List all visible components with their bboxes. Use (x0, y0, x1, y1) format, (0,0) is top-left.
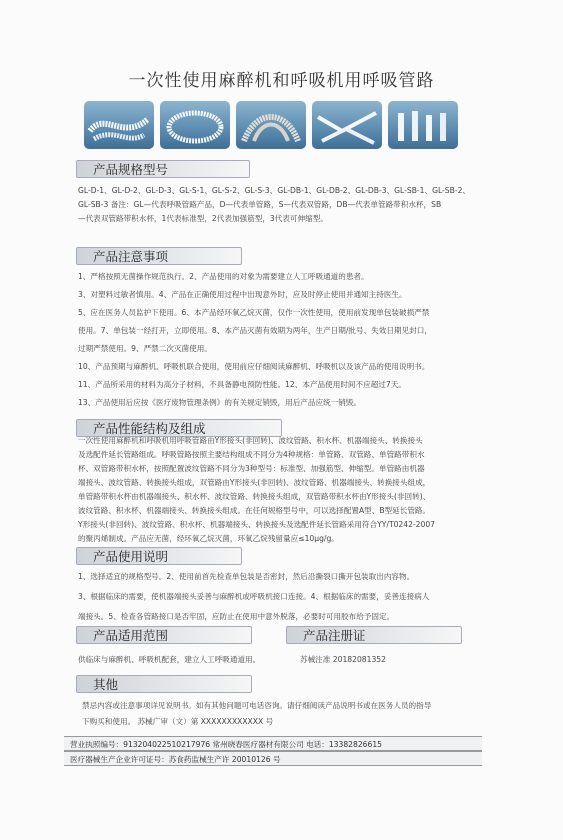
structure-line: Y形接头(非回转)、波纹管路、积水杯、机器端接头、转换接头及选配件延长管路采用符合YY/T0242-2007 (78, 520, 435, 529)
section-heading-register: 产品注册证 (286, 626, 462, 644)
usage-line: 1、选择适宜的规格型号。2、使用前首先检查单包装是否密封，然后沿撕裂口撕开包装取出内容物。 (78, 572, 415, 581)
structure-line: 杯、双管路带积水杯，按照配置波纹管路不同分为3种型号：标准型、加强筋型、伸缩型。单管路由机器 (78, 464, 425, 473)
structure-text (78, 434, 435, 546)
spec-line: GL-SB-3 备注：GL—代表呼吸管路产品，D—代表单管路，S—代表双管路，DB—代表单管路带积水杯，SB (78, 200, 442, 209)
notes-text (78, 270, 432, 410)
section-heading-structure: 产品性能结构及组成 (76, 419, 282, 437)
product-photo-5 (388, 101, 458, 149)
structure-line: 端接头、波纹管路、转换接头组成，双管路由Y形接头(非回转)、波纹管路、机器端接头、转换接头组成， (78, 478, 431, 487)
notes-line: 5、应在医务人员监护下使用。6、本产品经环氧乙烷灭菌，仅作一次性使用，使用前发现单包装破损严禁 (78, 308, 430, 317)
production-license-bar: 医疗器械生产企业许可证号：苏食药监械生产许 20010126 号 (64, 751, 482, 766)
notes-line: 过期严禁使用。9、严禁二次灭菌使用。 (78, 344, 212, 353)
section-heading-notes: 产品注意事项 (76, 247, 242, 265)
product-photo-strip (84, 101, 458, 149)
other-line: 禁忌内容或注意事项详见说明书。如有其他问题可电话咨询。请仔细阅读产品说明书或在医务人员的指导 (82, 701, 432, 710)
page-title: 一次性使用麻醉机和呼吸机用呼吸管路 (128, 71, 435, 91)
spec-line: —代表双管路带积水杯，1代表标准型，2代表加强筋型，3代表可伸缩型。 (78, 214, 328, 223)
notes-line: 13、产品使用后应按《医疗废物管理条例》的有关规定销毁，用后产品应统一销毁。 (78, 398, 362, 407)
notes-line: 使用。7、单包装一经打开，立即使用。8、本产品灭菌有效期为两年，生产日期/批号、失效日期见封口， (78, 326, 432, 335)
section-heading-scope: 产品适用范围 (76, 626, 252, 644)
structure-line: 的聚丙烯制成。产品应无菌，经环氧乙烷灭菌，环氧乙烷残留量应≤10μg/g。 (78, 534, 339, 543)
structure-line: 一次性使用麻醉机和呼吸机用呼吸管路由Y形接头(非回转)、波纹管路、积水杯、机器端接头、转换接头 (78, 436, 423, 445)
notes-line: 1、严格按照无菌操作规范执行。2、产品使用的对象为需要建立人工呼吸通道的患者。 (78, 272, 369, 281)
section-heading-other: 其他 (76, 675, 252, 693)
register-number: 苏械注准 20182081352 (300, 655, 386, 664)
product-photo-1 (84, 101, 154, 149)
spec-text (78, 184, 470, 226)
structure-line: 及选配件延长管路组成。呼吸管路按照主要结构组成不同分为4种规格：单管路、双管路、单管路带积水 (78, 450, 425, 459)
spec-line: GL-D-1、GL-D-2、GL-D-3、GL-S-1、GL-S-2、GL-S-3、GL-DB-1、GL-DB-2、GL-DB-3、GL-SB-1、GL-SB-2、 (78, 186, 470, 195)
product-photo-3 (236, 101, 306, 149)
usage-text (78, 570, 429, 624)
other-text (82, 699, 431, 729)
notes-line: 3、对塑料过敏者慎用。4、产品在正确使用过程中出现意外时，应及时停止使用并通知主持医生。 (78, 290, 407, 299)
business-license-bar: 营业执照编号：913204022510217976 常州晓春医疗器材有限公司 电话：13382826615 (64, 736, 482, 751)
section-heading-usage: 产品使用说明 (76, 547, 242, 565)
structure-line: 单管路带积水杯由机器端接头、积水杯、波纹管路、转换接头组成，双管路带积水杯由Y形接头(非回转)、 (78, 492, 431, 501)
section-heading-spec: 产品规格型号 (76, 160, 250, 178)
usage-line: 端接头。5、检查各管路接口是否牢固，应防止在使用中意外脱落，必要时可用胶布给予固定。 (78, 612, 395, 621)
other-line: 下购买和使用。 苏械广审（文）第 XXXXXXXXXXXX 号 (82, 717, 274, 726)
notes-line: 10、产品预期与麻醉机、呼吸机联合使用，使用前应仔细阅读麻醉机、呼吸机以及该产品的使用说明书。 (78, 362, 430, 371)
scope-text: 供临床与麻醉机、呼吸机配套，建立人工呼吸通道用。 (78, 655, 261, 664)
notes-line: 11、产品所采用的材料为高分子材料，不具备静电预防性能。12、本产品使用时间不应超过7天。 (78, 380, 406, 389)
structure-line: 波纹管路、积水杯、机器端接头、转换接头组成。在任何规格型号中，可以选择配置A型、B型延长管路。 (78, 506, 431, 515)
product-photo-4 (312, 101, 382, 149)
product-photo-2 (160, 101, 230, 149)
usage-line: 3、根据临床的需要，使机器端接头妥善与麻醉机或呼吸机接口连接。4、根据临床的需要，妥善连接病人 (78, 592, 430, 601)
